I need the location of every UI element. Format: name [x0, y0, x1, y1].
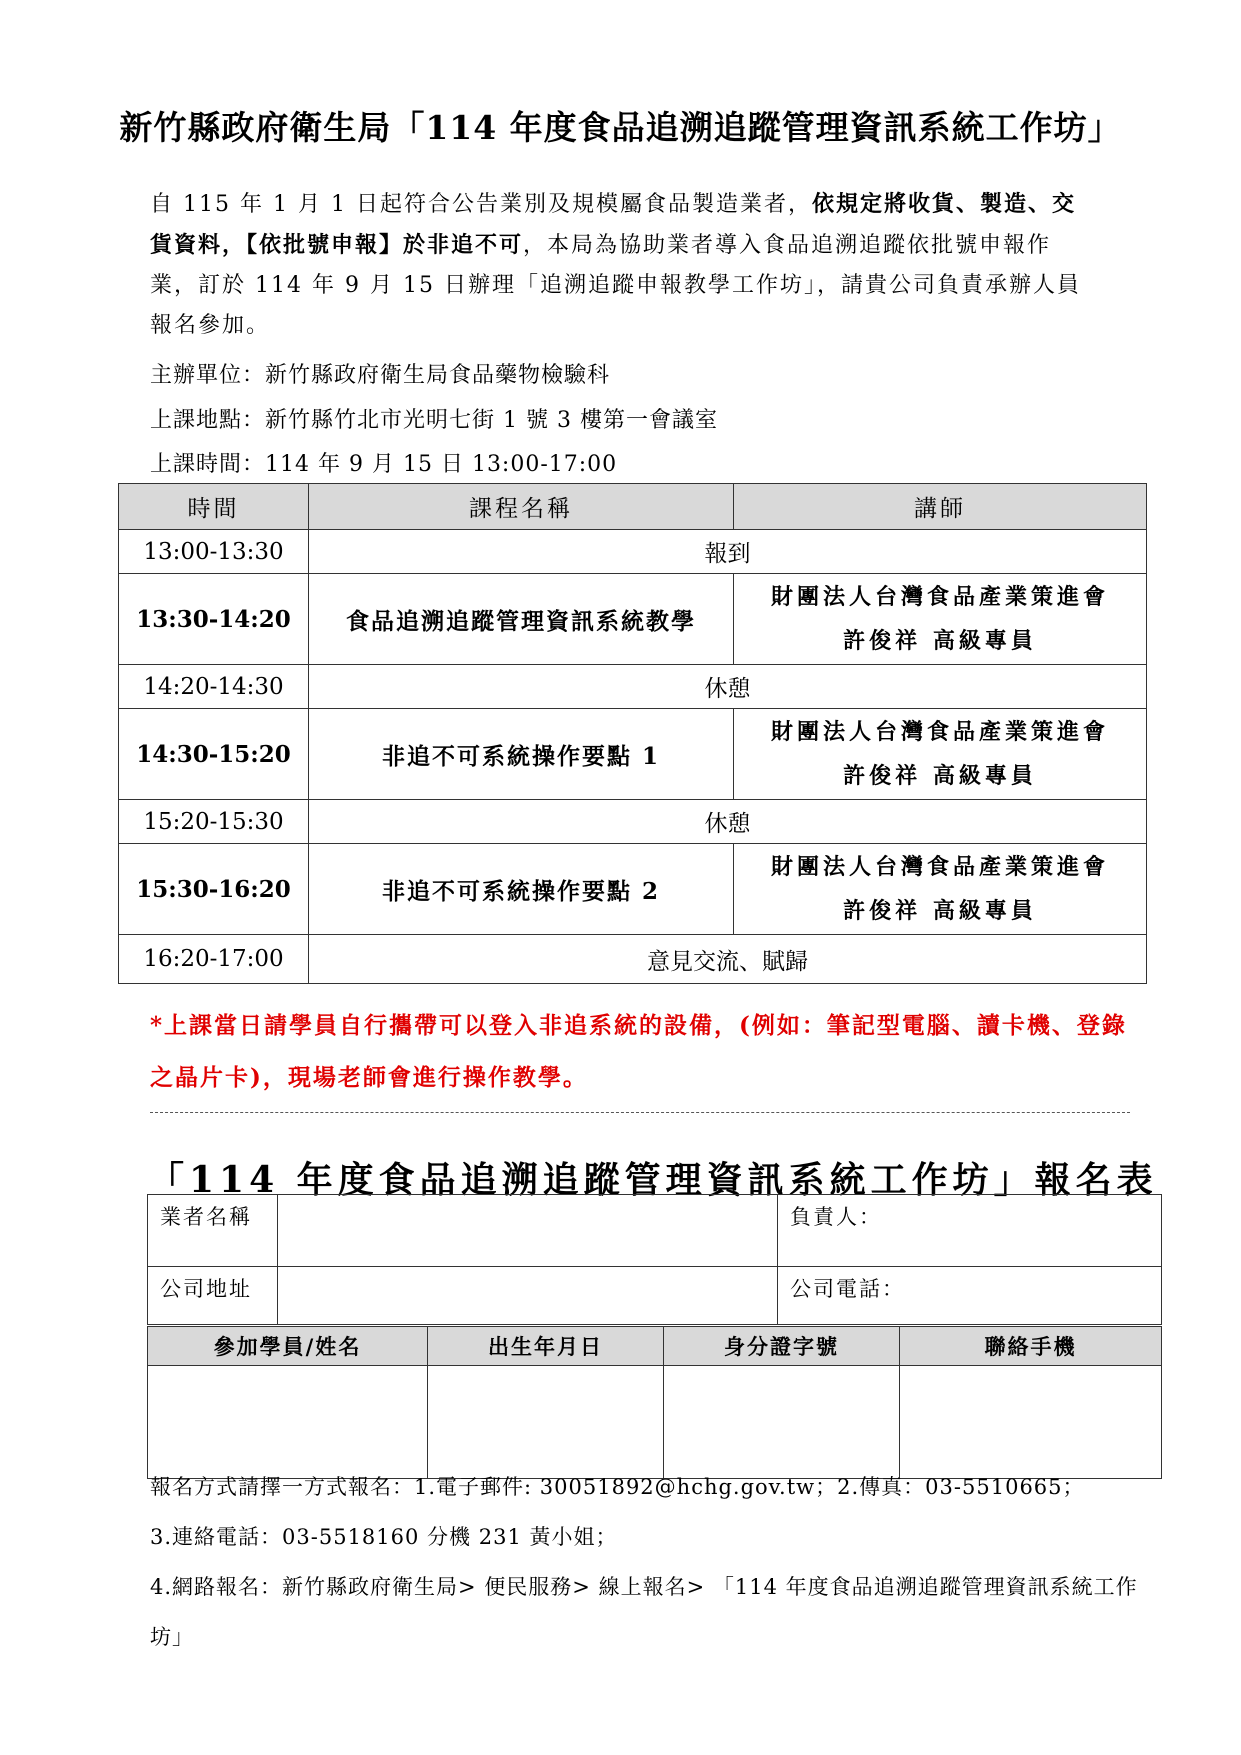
row-time: 15:30-16:20 — [119, 844, 309, 935]
row-time: 13:30-14:20 — [119, 574, 309, 665]
registration-form-info — [147, 1194, 1162, 1325]
footer-line-1: 報名方式請擇一方式報名：1.電子郵件: 30051892@hchg.gov.tw；2.傳真：03-5510665； — [150, 1475, 1085, 1499]
intro-text-2: ，本局為協助業者導入食品追溯追蹤依批號申報作業，訂於 114 年 9 月 15 日辦理「追溯追蹤申報教學工作坊」，請貴公司負責承辦人員報名參加。 — [150, 233, 1081, 338]
participants-table — [147, 1326, 1162, 1479]
person-in-charge-field[interactable]: 負責人： — [778, 1195, 1162, 1267]
participants-header-row — [148, 1327, 1162, 1366]
header-birth-date: 出生年月日 — [428, 1327, 664, 1366]
table-row — [119, 935, 1147, 984]
table-row — [119, 665, 1147, 709]
organizer: 主辦單位：新竹縣政府衛生局食品藥物檢驗科 — [150, 363, 611, 388]
schedule-table — [118, 483, 1147, 984]
row-lecturer — [734, 709, 1147, 800]
company-address-field[interactable] — [278, 1267, 778, 1325]
row-time: 14:30-15:20 — [119, 709, 309, 800]
row-time: 15:20-15:30 — [119, 800, 309, 844]
form-row-address — [148, 1267, 1162, 1325]
schedule-header-row — [119, 484, 1147, 530]
row-text: 休憩 — [309, 665, 1147, 709]
company-phone-field[interactable]: 公司電話： — [778, 1267, 1162, 1325]
row-course: 食品追溯追蹤管理資訊系統教學 — [309, 574, 734, 665]
header-time: 時間 — [119, 484, 309, 530]
company-name-field[interactable] — [278, 1195, 778, 1267]
registration-methods — [150, 1462, 1150, 1662]
intro-paragraph — [150, 184, 1090, 346]
table-row — [119, 574, 1147, 665]
row-time: 14:20-14:30 — [119, 665, 309, 709]
intro-text-bold: 依規定將收貨、製造、交貨資料，【依批號申報】於非追不可 — [150, 191, 1076, 258]
form-title: 「114 年度食品追溯追蹤管理資訊系統工作坊」報名表 — [148, 1159, 1158, 1201]
row-course: 非追不可系統操作要點 2 — [309, 844, 734, 935]
table-row — [119, 800, 1147, 844]
row-time: 16:20-17:00 — [119, 935, 309, 984]
table-row — [119, 709, 1147, 800]
lecturer-name: 許俊祥 高級專員 — [843, 763, 1037, 789]
dashed-divider — [150, 1112, 1130, 1113]
row-text: 意見交流、賦歸 — [309, 935, 1147, 984]
table-row — [119, 844, 1147, 935]
lecturer-org: 財團法人台灣食品產業策進會 — [770, 854, 1109, 880]
header-mobile: 聯絡手機 — [900, 1327, 1162, 1366]
row-time: 13:00-13:30 — [119, 530, 309, 574]
location: 上課地點：新竹縣竹北市光明七街 1 號 3 樓第一會議室 — [150, 408, 718, 433]
intro-text-1: 自 115 年 1 月 1 日起符合公告業別及規模屬食品製造業者， — [150, 192, 812, 217]
header-participant-name: 參加學員/姓名 — [148, 1327, 428, 1366]
form-row-company — [148, 1195, 1162, 1267]
class-time: 上課時間：114 年 9 月 15 日 13:00-17:00 — [150, 452, 618, 477]
row-lecturer — [734, 574, 1147, 665]
notice-text: *上課當日請學員自行攜帶可以登入非追系統的設備，(例如：筆記型電腦、讀卡機、登錄之晶片卡)，現場老師會進行操作教學。 — [150, 1012, 1127, 1091]
company-name-label: 業者名稱 — [148, 1195, 278, 1267]
company-address-label: 公司地址 — [148, 1267, 278, 1325]
row-text: 報到 — [309, 530, 1147, 574]
footer-line-2: 3.連絡電話：03-5518160 分機 231 黃小姐； — [150, 1525, 618, 1549]
lecturer-name: 許俊祥 高級專員 — [843, 898, 1037, 924]
header-id-number: 身分證字號 — [664, 1327, 900, 1366]
header-course: 課程名稱 — [309, 484, 734, 530]
lecturer-org: 財團法人台灣食品產業策進會 — [770, 584, 1109, 610]
footer-line-3: 4.網路報名：新竹縣政府衛生局> 便民服務> 線上報名> 「114 年度食品追溯追蹤管理資訊系統工作坊」 — [150, 1575, 1138, 1649]
lecturer-org: 財團法人台灣食品產業策進會 — [770, 719, 1109, 745]
lecturer-name: 許俊祥 高級專員 — [843, 628, 1037, 654]
page-title: 新竹縣政府衛生局「114 年度食品追溯追蹤管理資訊系統工作坊」 — [119, 108, 1122, 147]
row-course: 非追不可系統操作要點 1 — [309, 709, 734, 800]
table-row — [119, 530, 1147, 574]
row-text: 休憩 — [309, 800, 1147, 844]
header-lecturer: 講師 — [734, 484, 1147, 530]
row-lecturer — [734, 844, 1147, 935]
